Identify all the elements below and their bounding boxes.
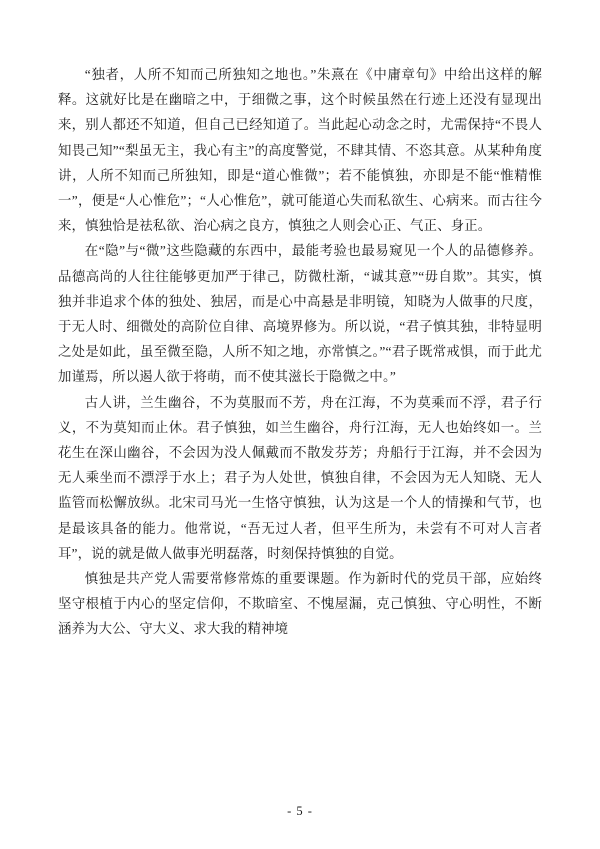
paragraph: 古人讲，兰生幽谷，不为莫服而不芳，舟在江海，不为莫乘而不浮，君子行义，不为莫知而止休。君子慎独，如兰生幽谷，舟行江海，无人也始终如一。兰花生在深山幽谷，不会因为没人佩戴而不散发芬芳；舟船行于江海，并不会因为无人乘坐而不漂浮于水上；君子为人处世，慎独自律，不会因为无人知晓、无人监管而松懈放纵。北宋司马光一生恪守慎独，认为这是一个人的情操和气节，也是最该具备的能力。他常说，“吾无过人者，但平生所为，未尝有不可对人言者耳”，说的就是做人做事光明磊落，时刻保持慎独的自觉。 bbox=[58, 394, 542, 561]
paragraph: “独者，人所不知而己所独知之地也。”朱熹在《中庸章句》中给出这样的解释。这就好比是在幽暗之中，于细微之事，这个时候虽然在行迹上还没有显现出来，别人都还不知道，但自己已经知道了。当此起心动念之时，尤需保持“不畏人知畏己知”“梨虽无主，我心有主”的高度警觉，不肆其情、不恣其意。从某种角度讲，人所不知而己所独知，即是“道心惟微”；若不能慎独，亦即是不能“惟精惟一”，便是“人心惟危”；“人心惟危”，就可能道心失而私欲生、心病来。而古往今来，慎独恰是祛私欲、治心病之良方，慎独之人则会心正、气正、身正。 bbox=[58, 67, 542, 234]
page-number: - 5 - bbox=[287, 804, 313, 818]
paragraph: 慎独是共产党人需要常修常炼的重要课题。作为新时代的党员干部，应始终坚守根植于内心的坚定信仰，不欺暗室、不愧屋漏，克己慎独、守心明性，不断涵养为大公、守大义、求大我的精神境 bbox=[58, 571, 542, 637]
document-body bbox=[58, 62, 542, 642]
paragraph: 在“隐”与“微”这些隐藏的东西中，最能考验也最易窥见一个人的品德修养。品德高尚的人往往能够更加严于律己，防微杜渐，“诚其意”“毋自欺”。其实，慎独并非追求个体的独处、独居，而是心中高悬是非明镜，知晓为人做事的尺度，于无人时、细微处的高阶位自律、高境界修为。所以说，“君子慎其独，非特显明之处是如此，虽至微至隐，人所不知之地，亦常慎之。”“君子既常戒惧，而于此尤加谨焉，所以遏人欲于将萌，而不使其滋长于隐微之中。” bbox=[58, 243, 542, 385]
